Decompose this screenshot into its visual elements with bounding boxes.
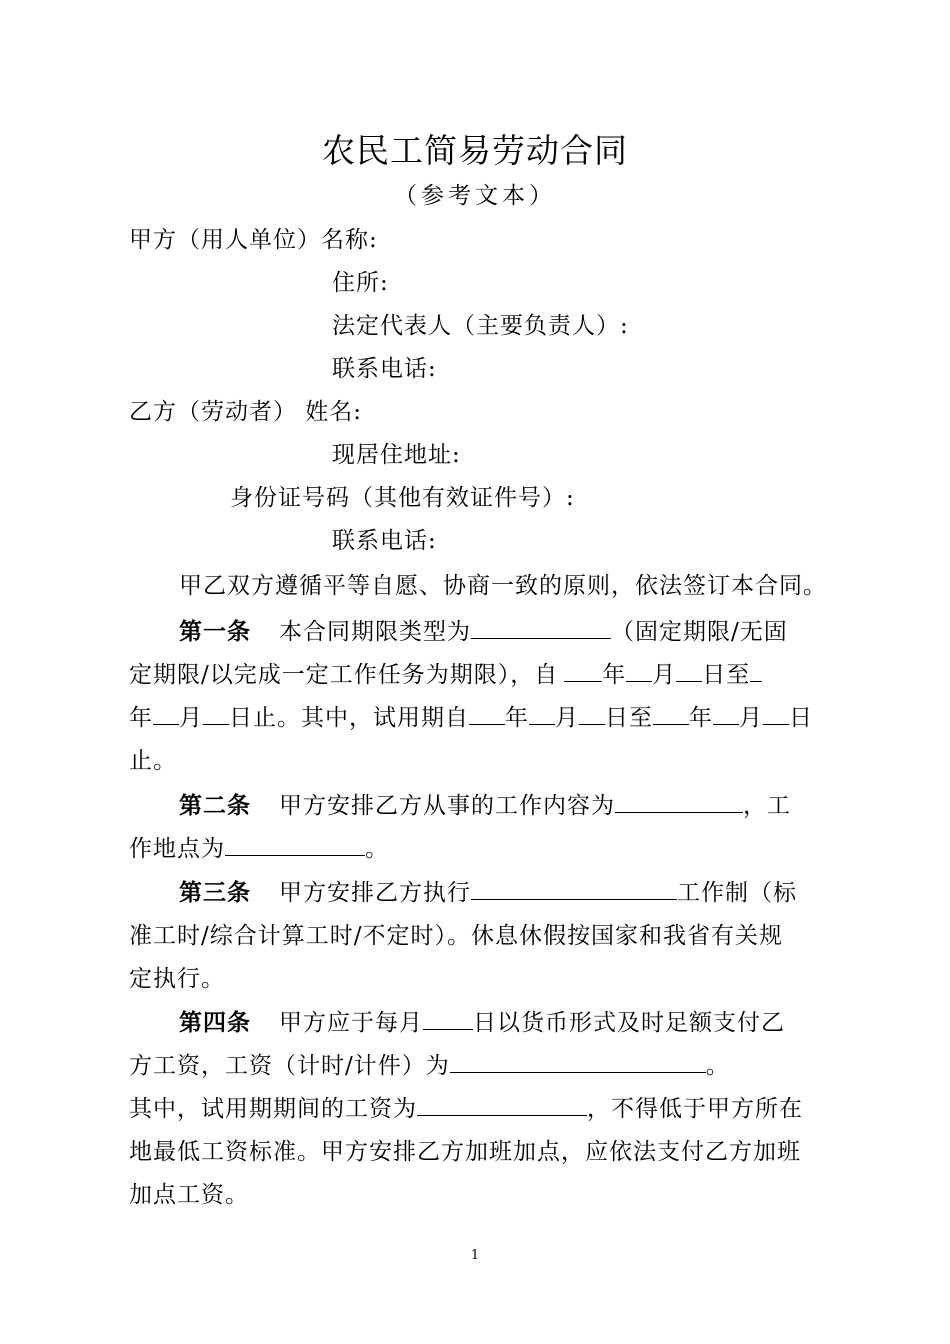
article-3-line-3: 定执行。 xyxy=(129,966,225,992)
article-4-text: 甲方应于每月 xyxy=(279,1010,423,1036)
party-b-id-label: 身份证号码（其他有效证件号）: xyxy=(230,485,575,511)
article-1-text: 月 xyxy=(739,705,763,731)
article-4-text: 日以货币形式及时足额支付乙 xyxy=(473,1010,785,1036)
article-2-line-2 xyxy=(129,834,389,864)
party-b-name-label: 乙方（劳动者） 姓名: xyxy=(129,399,363,425)
article-1-text: 月 xyxy=(652,662,677,688)
article-1-text: 定期限/以完成一定工作任务为期限），自 xyxy=(129,662,559,688)
party-a-phone-label: 联系电话: xyxy=(332,356,437,382)
probation-start-month-blank xyxy=(529,703,555,725)
article-2-text: 作地点为 xyxy=(129,836,225,862)
page-number: 1 xyxy=(470,1248,480,1263)
wage-blank xyxy=(450,1051,706,1073)
article-1-text: 日 xyxy=(789,705,813,731)
working-hours-system-blank xyxy=(471,878,677,900)
article-4-heading: 第四条 xyxy=(179,1009,251,1036)
article-2-text: ，工 xyxy=(743,793,791,819)
start-month-blank xyxy=(626,660,652,682)
probation-wage-blank xyxy=(417,1094,587,1116)
document-title: 农民工简易劳动合同 xyxy=(322,131,628,170)
article-2-heading: 第二条 xyxy=(179,792,251,819)
article-1-text: 年 xyxy=(602,662,627,688)
start-day-blank xyxy=(676,660,702,682)
pay-day-blank xyxy=(423,1008,473,1030)
article-3-text: 甲方安排乙方执行 xyxy=(279,880,471,906)
article-1-line-3 xyxy=(129,703,813,733)
probation-start-day-blank xyxy=(579,703,605,725)
contract-type-blank xyxy=(471,617,611,639)
article-3-line-2: 准工时/综合计算工时/不定时）。休息休假按国家和我省有关规 xyxy=(129,923,783,949)
party-b-address-label: 现居住地址: xyxy=(332,442,461,468)
article-1-text: 年 xyxy=(689,705,713,731)
article-1-text: 年 xyxy=(129,705,153,731)
article-3-heading: 第三条 xyxy=(179,879,251,906)
probation-end-month-blank xyxy=(713,703,739,725)
article-3-line-1 xyxy=(179,878,797,908)
article-4-line-3 xyxy=(129,1094,803,1124)
article-2-text: 甲方安排乙方从事的工作内容为 xyxy=(279,793,615,819)
end-day-blank xyxy=(203,703,229,725)
article-1-text: 日至 xyxy=(702,662,751,688)
article-3-text: 工作制（标 xyxy=(677,880,797,906)
article-4-text: 其中，试用期期间的工资为 xyxy=(129,1096,417,1122)
article-4-text: 。 xyxy=(705,1053,730,1079)
article-1-text: 日至 xyxy=(605,705,653,731)
work-content-blank xyxy=(615,791,743,813)
article-1-text: 日止。其中，试用期自 xyxy=(229,705,469,731)
party-a-address-label: 住所: xyxy=(332,270,389,296)
article-4-line-4: 地最低工资标准。甲方安排乙方加班加点，应依法支付乙方加班 xyxy=(129,1139,801,1165)
article-4-text: ，不得低于甲方所在 xyxy=(587,1096,803,1122)
article-1-line-1 xyxy=(179,617,788,647)
probation-end-year-blank xyxy=(653,703,689,725)
article-1-text: 年 xyxy=(505,705,529,731)
article-4-line-1 xyxy=(179,1008,785,1038)
article-1-line-2 xyxy=(129,660,762,690)
article-4-line-5: 加点工资。 xyxy=(129,1182,249,1208)
document-subtitle: （参考文本） xyxy=(394,183,556,209)
article-1-text: （固定期限/无固 xyxy=(611,619,788,645)
article-1-text: 本合同期限类型为 xyxy=(279,619,471,645)
party-b-phone-label: 联系电话: xyxy=(332,528,437,554)
article-1-text: 月 xyxy=(179,705,203,731)
work-location-blank xyxy=(225,834,365,856)
article-4-line-2 xyxy=(129,1051,730,1081)
article-4-text: 方工资，工资（计时/计件）为 xyxy=(129,1053,450,1079)
article-2-line-1 xyxy=(179,791,791,821)
start-year-blank xyxy=(564,660,602,682)
article-2-text: 。 xyxy=(365,836,389,862)
party-a-rep-label: 法定代表人（主要负责人）: xyxy=(332,313,629,339)
article-1-heading: 第一条 xyxy=(179,618,251,645)
intro-paragraph: 甲乙双方遵循平等自愿、协商一致的原则，依法签订本合同。 xyxy=(179,573,827,599)
end-year-blank xyxy=(750,660,762,682)
probation-start-year-blank xyxy=(469,703,505,725)
article-1-text: 月 xyxy=(555,705,579,731)
party-a-name-label: 甲方（用人单位）名称: xyxy=(129,227,378,253)
probation-end-day-blank xyxy=(763,703,789,725)
article-1-line-4: 止。 xyxy=(129,748,177,774)
end-month-blank xyxy=(153,703,179,725)
